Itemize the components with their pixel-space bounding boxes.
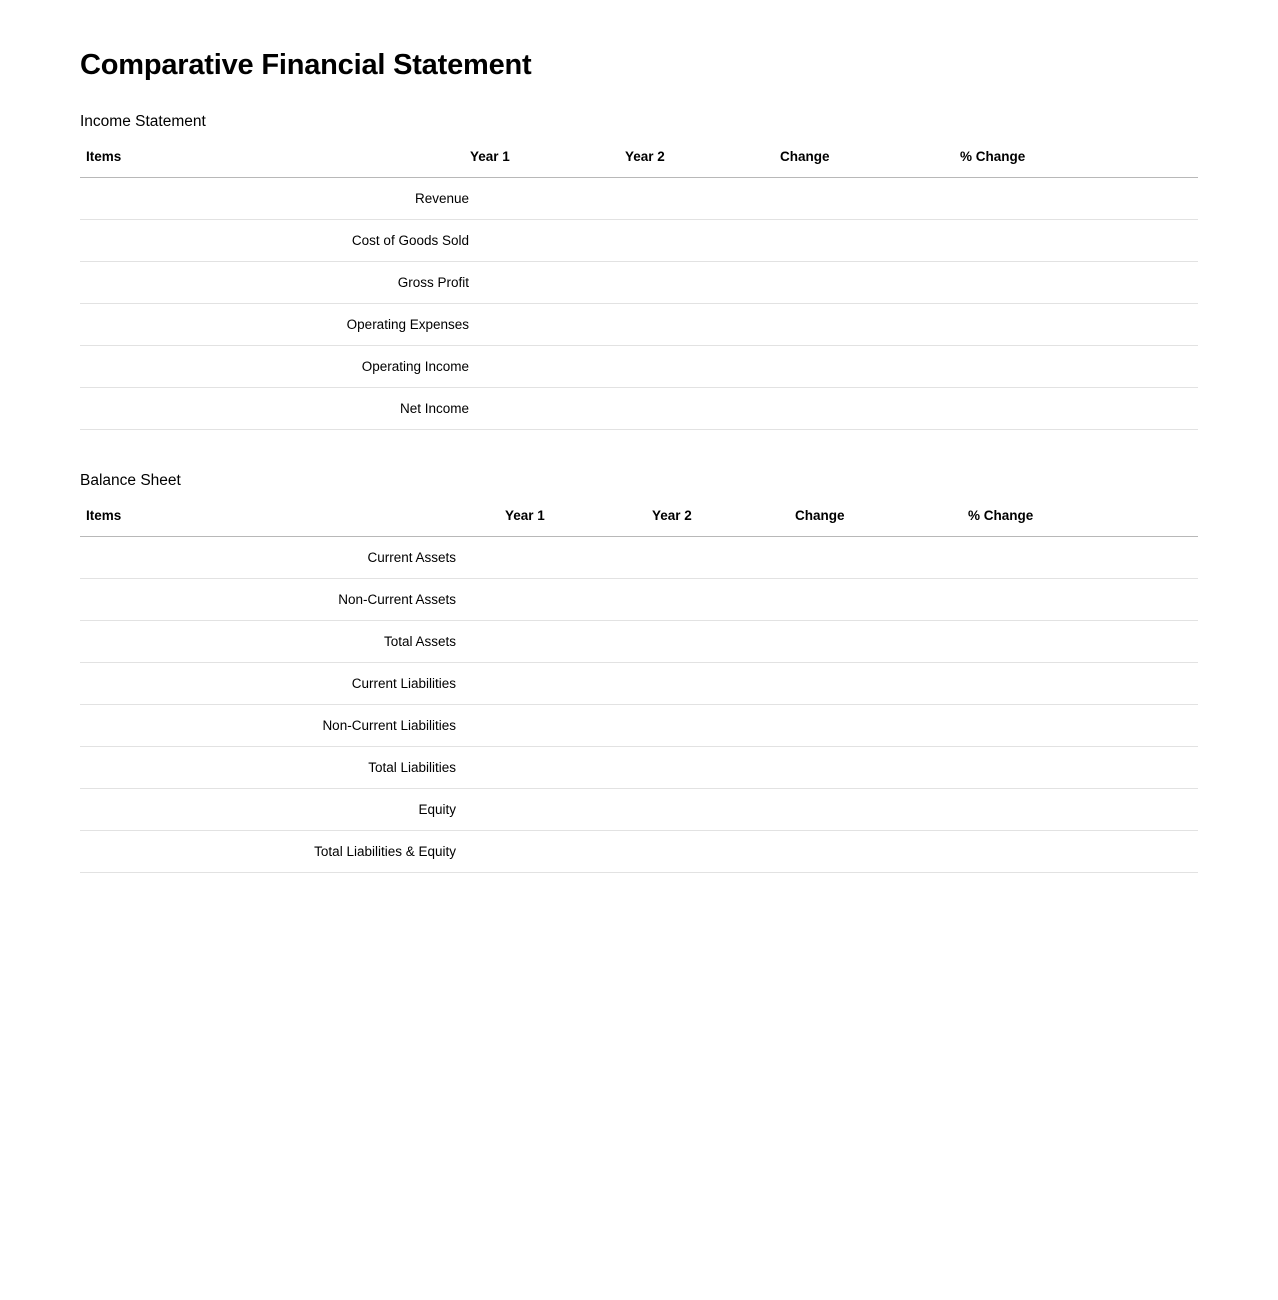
balance-sheet-table-body <box>80 536 1198 872</box>
section-title-balance-sheet: Balance Sheet <box>80 471 181 489</box>
table-row <box>80 620 1198 662</box>
row-label: Cost of Goods Sold <box>80 219 470 261</box>
cell-year-1 <box>470 620 625 662</box>
cell-pct-change <box>960 662 1198 704</box>
balance-sheet-table-head <box>80 508 1198 537</box>
column-header-year-2: Year 2 <box>625 508 780 537</box>
column-header-items: Items <box>80 508 470 537</box>
table-row <box>80 177 1198 219</box>
cell-change <box>780 387 960 429</box>
cell-year-1 <box>470 219 625 261</box>
cell-pct-change <box>960 387 1198 429</box>
cell-year-2 <box>625 788 780 830</box>
row-label: Total Liabilities <box>80 746 470 788</box>
cell-year-2 <box>625 620 780 662</box>
cell-change <box>780 746 960 788</box>
column-header-year-1: Year 1 <box>470 149 625 178</box>
cell-pct-change <box>960 177 1198 219</box>
row-label: Current Liabilities <box>80 662 470 704</box>
cell-change <box>780 536 960 578</box>
cell-year-1 <box>470 830 625 872</box>
row-label: Equity <box>80 788 470 830</box>
cell-change <box>780 620 960 662</box>
income-statement-table <box>80 149 1198 430</box>
cell-year-2 <box>625 578 780 620</box>
column-header-pct-change: % Change <box>960 508 1198 537</box>
row-label: Total Assets <box>80 620 470 662</box>
row-label: Total Liabilities & Equity <box>80 830 470 872</box>
cell-change <box>780 662 960 704</box>
cell-change <box>780 578 960 620</box>
row-label: Operating Expenses <box>80 303 470 345</box>
cell-pct-change <box>960 578 1198 620</box>
cell-pct-change <box>960 219 1198 261</box>
cell-year-2 <box>625 345 780 387</box>
cell-year-2 <box>625 261 780 303</box>
cell-year-1 <box>470 387 625 429</box>
row-label: Operating Income <box>80 345 470 387</box>
table-row <box>80 387 1198 429</box>
row-label: Gross Profit <box>80 261 470 303</box>
section-balance-sheet <box>80 472 1198 873</box>
cell-change <box>780 345 960 387</box>
section-income-statement <box>80 113 1198 430</box>
cell-year-2 <box>625 746 780 788</box>
balance-sheet-table <box>80 508 1198 873</box>
cell-year-2 <box>625 303 780 345</box>
table-row <box>80 578 1198 620</box>
row-label: Net Income <box>80 387 470 429</box>
table-header-row <box>80 508 1198 537</box>
table-row <box>80 219 1198 261</box>
row-label: Revenue <box>80 177 470 219</box>
page-title: Comparative Financial Statement <box>80 49 532 81</box>
cell-year-2 <box>625 219 780 261</box>
column-header-change: Change <box>780 149 960 178</box>
cell-year-1 <box>470 536 625 578</box>
cell-pct-change <box>960 261 1198 303</box>
cell-year-2 <box>625 536 780 578</box>
row-label: Non-Current Liabilities <box>80 704 470 746</box>
cell-year-1 <box>470 662 625 704</box>
cell-year-2 <box>625 662 780 704</box>
cell-year-1 <box>470 578 625 620</box>
table-row <box>80 345 1198 387</box>
table-row <box>80 536 1198 578</box>
cell-change <box>780 704 960 746</box>
table-row <box>80 788 1198 830</box>
section-title-income-statement: Income Statement <box>80 112 206 130</box>
table-row <box>80 830 1198 872</box>
column-header-pct-change: % Change <box>960 149 1198 178</box>
cell-pct-change <box>960 830 1198 872</box>
cell-year-1 <box>470 177 625 219</box>
income-statement-table-head <box>80 149 1198 178</box>
cell-year-1 <box>470 261 625 303</box>
table-row <box>80 746 1198 788</box>
cell-change <box>780 261 960 303</box>
cell-pct-change <box>960 536 1198 578</box>
column-header-year-2: Year 2 <box>625 149 780 178</box>
cell-pct-change <box>960 704 1198 746</box>
row-label: Non-Current Assets <box>80 578 470 620</box>
cell-year-1 <box>470 788 625 830</box>
column-header-items: Items <box>80 149 470 178</box>
cell-year-2 <box>625 177 780 219</box>
row-label: Current Assets <box>80 536 470 578</box>
cell-year-2 <box>625 830 780 872</box>
table-header-row <box>80 149 1198 178</box>
cell-year-2 <box>625 704 780 746</box>
cell-year-1 <box>470 704 625 746</box>
cell-pct-change <box>960 788 1198 830</box>
cell-year-1 <box>470 303 625 345</box>
income-statement-table-body <box>80 177 1198 429</box>
cell-change <box>780 788 960 830</box>
cell-year-1 <box>470 746 625 788</box>
cell-pct-change <box>960 345 1198 387</box>
table-row <box>80 261 1198 303</box>
cell-pct-change <box>960 620 1198 662</box>
cell-change <box>780 830 960 872</box>
column-header-change: Change <box>780 508 960 537</box>
cell-year-2 <box>625 387 780 429</box>
cell-change <box>780 219 960 261</box>
column-header-year-1: Year 1 <box>470 508 625 537</box>
cell-change <box>780 303 960 345</box>
table-row <box>80 303 1198 345</box>
cell-pct-change <box>960 303 1198 345</box>
cell-pct-change <box>960 746 1198 788</box>
table-row <box>80 662 1198 704</box>
cell-year-1 <box>470 345 625 387</box>
cell-change <box>780 177 960 219</box>
table-row <box>80 704 1198 746</box>
